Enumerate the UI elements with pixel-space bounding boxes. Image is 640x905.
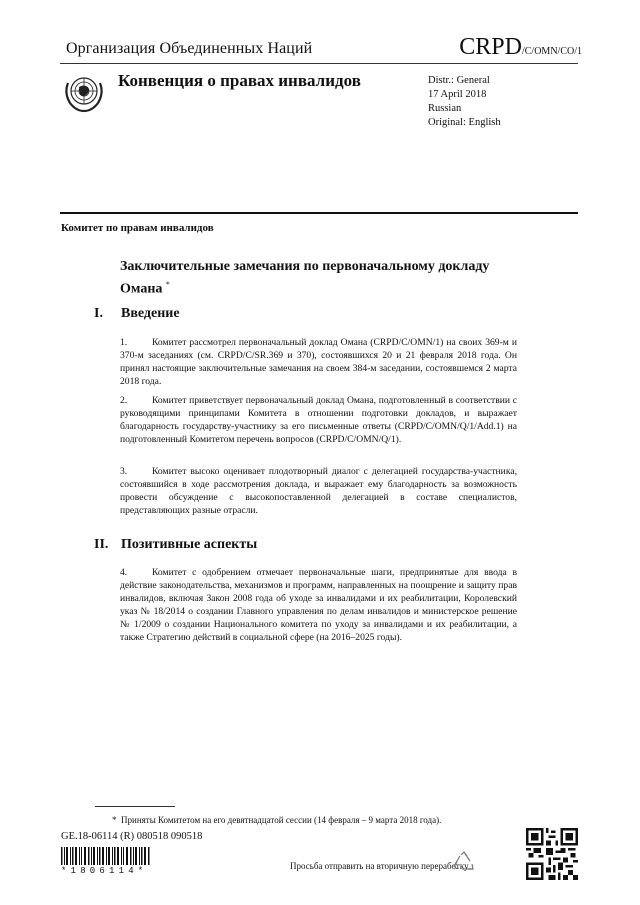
qr-code-icon bbox=[526, 828, 578, 880]
date-line: 17 April 2018 bbox=[428, 89, 487, 100]
footnote-rule bbox=[95, 806, 175, 807]
document-title: Заключительные замечания по первоначальному докладу Омана * bbox=[120, 259, 490, 297]
document-symbol bbox=[459, 34, 582, 61]
paragraph-1: 1. Комитет рассмотрел первоначальный доклад Омана (CRPD/C/OMN/1) на своих 369-м и 370-м заседаниях (см. CRPD/C/SR.369 и 370), состоявшихся 20 и 21 февраля 2018 года. Он принял настоящие заключительные замечания на своем 384-м заседании, состоявшемся 2 марта 2018 года. bbox=[120, 337, 517, 388]
symbol-main: CRPD bbox=[459, 34, 522, 60]
footnote-marker[interactable]: * bbox=[165, 280, 170, 289]
paragraph-2: 2. Комитет приветствует первоначальный доклад Омана, подготовленный в соответствии с руководящими принципами Комитета в отношении подготовки докладов, и выражает благодарность государству-участнику за его письменные ответы (CRPD/C/OMN/Q/1/Add.1) на подготовленный Комитетом перечень вопросов (CRPD/C/OMN/Q/1). bbox=[120, 395, 517, 446]
header-thick-rule bbox=[60, 212, 578, 214]
barcode-icon bbox=[61, 847, 151, 865]
original-line: Original: English bbox=[428, 117, 501, 128]
footnote: * Приняты Комитетом на его девятнадцатой сессии (14 февраля – 9 марта 2018 года). bbox=[112, 815, 442, 825]
un-emblem-icon bbox=[62, 69, 106, 113]
organization-name: Организация Объединенных Наций bbox=[66, 40, 313, 57]
job-number: GE.18-06114 (R) 080518 090518 bbox=[61, 831, 203, 842]
recycle-icon bbox=[452, 850, 476, 874]
paragraph-4: 4. Комитет с одобрением отмечает первоначальные шаги, предпринятые для ввода в действие законодательства, механизмов и программ, направленных на поощрение и защиту прав инвалидов, включая Закон 2008 года об уходе за инвалидами и их реабилитации, Королевский указ № 18/2014 о создании Главного управления по делам инвалидов и министерское решение № 1/2009 о создании Национального комитета по уходу за инвалидами и их реабилитации, а также Стратегию действий в социальной сфере (на 2016–2025 годы). bbox=[120, 567, 517, 644]
header-rule bbox=[60, 63, 578, 64]
symbol-suffix: /C/OMN/CO/1 bbox=[521, 46, 582, 57]
paragraph-3: 3. Комитет высоко оценивает плодотворный диалог с делегацией государства-участника, состоявшийся в ходе рассмотрения доклада, и выражает ему благодарность за возможность провести обсуждение с высокопоставленной делегацией в составе специалистов, представляющих разные отрасли. bbox=[120, 466, 517, 517]
distribution-info bbox=[428, 74, 501, 130]
distr-line: Distr.: General bbox=[428, 75, 490, 86]
convention-title: Конвенция о правах инвалидов bbox=[118, 71, 361, 90]
language-line: Russian bbox=[428, 103, 462, 114]
committee-name: Комитет по правам инвалидов bbox=[61, 222, 214, 234]
barcode-number: *1806114* bbox=[61, 866, 148, 876]
recycle-text: Просьба отправить на вторичную переработку bbox=[290, 861, 469, 871]
